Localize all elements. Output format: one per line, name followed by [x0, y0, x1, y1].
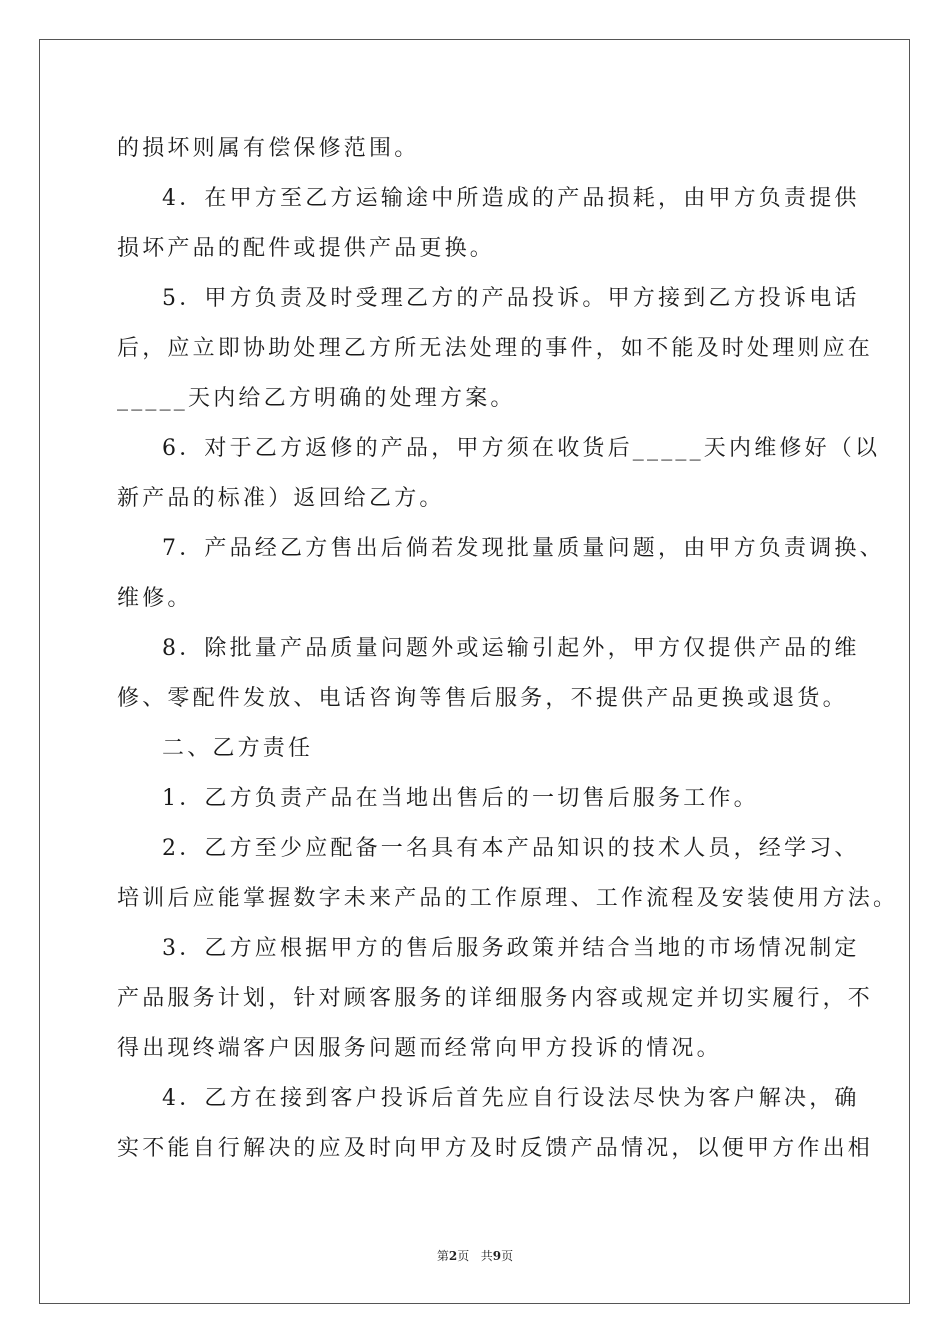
text-line: 4．乙方在接到客户投诉后首先应自行设法尽快为客户解决，确 [162, 1086, 860, 1111]
text-line: 修、零配件发放、电话咨询等售后服务，不提供产品更换或退货。 [117, 686, 848, 711]
page-number: 2 [448, 1249, 458, 1263]
text-line: 新产品的标准）返回给乙方。 [117, 486, 445, 511]
text-line: 后，应立即协助处理乙方所无法处理的事件，如不能及时处理则应在 [117, 336, 874, 361]
text-line: 维修。 [117, 586, 193, 611]
text-line: 损坏产品的配件或提供产品更换。 [117, 236, 496, 261]
text-line: 实不能自行解决的应及时向甲方及时反馈产品情况，以便甲方作出相 [117, 1136, 874, 1161]
text-line: 1．乙方负责产品在当地出售后的一切售后服务工作。 [162, 786, 759, 811]
page-footer [0, 1248, 950, 1264]
document-body [117, 124, 899, 1174]
text-line: _____天内给乙方明确的处理方案。 [117, 386, 516, 411]
text-line: 得出现终端客户因服务问题而经常向甲方投诉的情况。 [117, 1036, 722, 1061]
page-label-suffix: 页 [457, 1249, 470, 1263]
text-line: 培训后应能掌握数字未来产品的工作原理、工作流程及安装使用方法。 [117, 886, 899, 911]
text-line: 3．乙方应根据甲方的售后服务政策并结合当地的市场情况制定 [162, 936, 860, 961]
text-line: 6．对于乙方返修的产品，甲方须在收货后_____天内维修好（以 [162, 436, 881, 461]
text-line: 的损坏则属有偿保修范围。 [117, 136, 420, 161]
text-line: 8．除批量产品质量问题外或运输引起外，甲方仅提供产品的维 [162, 636, 860, 661]
text-line: 7．产品经乙方售出后倘若发现批量质量问题，由甲方负责调换、 [162, 536, 885, 561]
text-line: 5．甲方负责及时受理乙方的产品投诉。甲方接到乙方投诉电话 [162, 286, 860, 311]
total-label-prefix: 共 [480, 1249, 493, 1263]
total-label-suffix: 页 [501, 1249, 514, 1263]
total-pages: 9 [492, 1249, 502, 1263]
text-line: 产品服务计划，针对顾客服务的详细服务内容或规定并切实履行，不 [117, 986, 874, 1011]
page-label-prefix: 第 [436, 1249, 449, 1263]
text-line: 2．乙方至少应配备一名具有本产品知识的技术人员，经学习、 [162, 836, 860, 861]
section-heading: 二、乙方责任 [162, 736, 314, 761]
text-line: 4．在甲方至乙方运输途中所造成的产品损耗，由甲方负责提供 [162, 186, 860, 211]
